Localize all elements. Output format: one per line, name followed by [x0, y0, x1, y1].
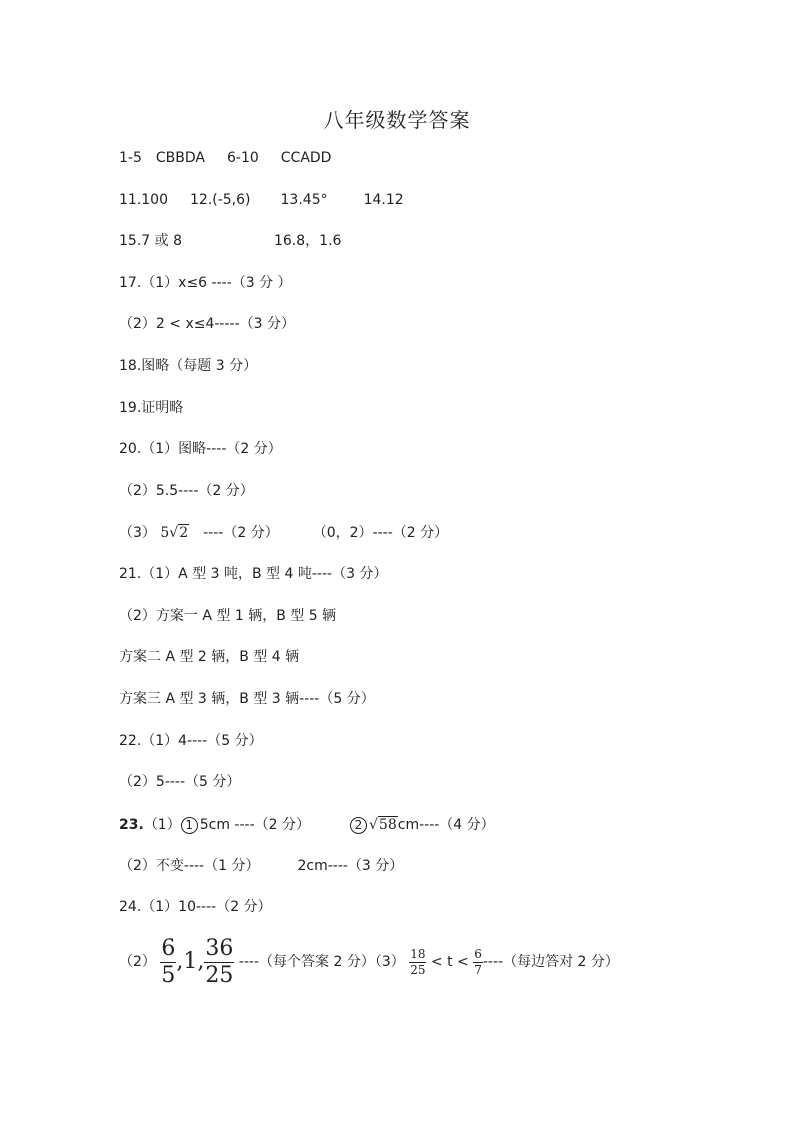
answer-15: 15.7 或 8	[119, 233, 182, 249]
answer-13: 13.45°	[280, 192, 328, 208]
range-1-5: 1-5	[119, 150, 142, 166]
circled-number-2: 2	[350, 817, 367, 834]
answer-11: 11.100	[119, 192, 168, 208]
sqrt-expression: 5√2	[160, 525, 189, 541]
answer-20-1: 20.（1）图略----（2 分）	[119, 441, 282, 457]
answer-21-plan2: 方案二 A 型 2 辆，B 型 4 辆	[119, 649, 300, 665]
answer-12: 12.(-5,6)	[190, 192, 251, 208]
answer-18: 18.图略（每题 3 分）	[119, 358, 258, 374]
answer-19: 19.证明略	[119, 400, 184, 416]
range-6-10: 6-10	[226, 150, 259, 166]
answers-1-5: CBBDA	[155, 150, 205, 166]
fraction-6-5: $\frac{6}{5}$	[161, 935, 176, 988]
fraction-6-7: $\frac{6}{7}$	[474, 946, 482, 977]
answer-20-2: （2）5.5----（2 分）	[119, 483, 254, 499]
answers-6-10: CCADD	[280, 150, 332, 166]
answer-21-1: 21.（1）A 型 3 吨，B 型 4 吨----（3 分）	[119, 566, 388, 582]
answer-20-3: （3） 5√2 ----（2 分） （0，2）----（2 分）	[119, 522, 448, 544]
answer-22-1: 22.（1）4----（5 分）	[119, 733, 263, 749]
answer-24-1: 24.（1）10----（2 分）	[119, 899, 272, 915]
fraction-36-25: $\frac{36}{25}$	[205, 935, 234, 988]
answer-24-2-3: （2） $\frac{6}{5}$ ,1, $\frac{36}{25}$ ----（每个答案 2 分）（3） $\frac{18}{25}$ < t < $\frac{6}{7}$ ----（每边答对 2 分）	[119, 935, 619, 988]
answer-22-2: （2）5----（5 分）	[119, 774, 241, 790]
answer-21-2: （2）方案一 A 型 1 辆，B 型 5 辆	[119, 608, 337, 624]
answer-17-1: 17.（1）x≤6 ----（3 分 ）	[119, 275, 292, 291]
answer-21-plan3: 方案三 A 型 3 辆，B 型 3 辆----（5 分）	[119, 691, 375, 707]
answer-line-1-10	[119, 147, 331, 169]
circled-number-1: 1	[181, 817, 198, 834]
page-title: 八年级数学答案	[323, 108, 471, 132]
sqrt-58: √58	[369, 817, 397, 833]
answer-14: 14.12	[363, 192, 404, 208]
answer-23-2: （2）不变----（1 分） 2cm----（3 分）	[119, 858, 404, 874]
answer-23-1: 23.（1） 1 5cm ----（2 分） 2 √58cm----（4 分）	[119, 814, 495, 836]
answer-line-15-16	[119, 230, 341, 252]
answer-16: 16.8，1.6	[273, 233, 342, 249]
fraction-18-25: $\frac{18}{25}$	[410, 946, 426, 977]
answer-17-2: （2）2 < x≤4-----（3 分）	[119, 316, 295, 332]
answer-line-11-14	[119, 189, 404, 211]
